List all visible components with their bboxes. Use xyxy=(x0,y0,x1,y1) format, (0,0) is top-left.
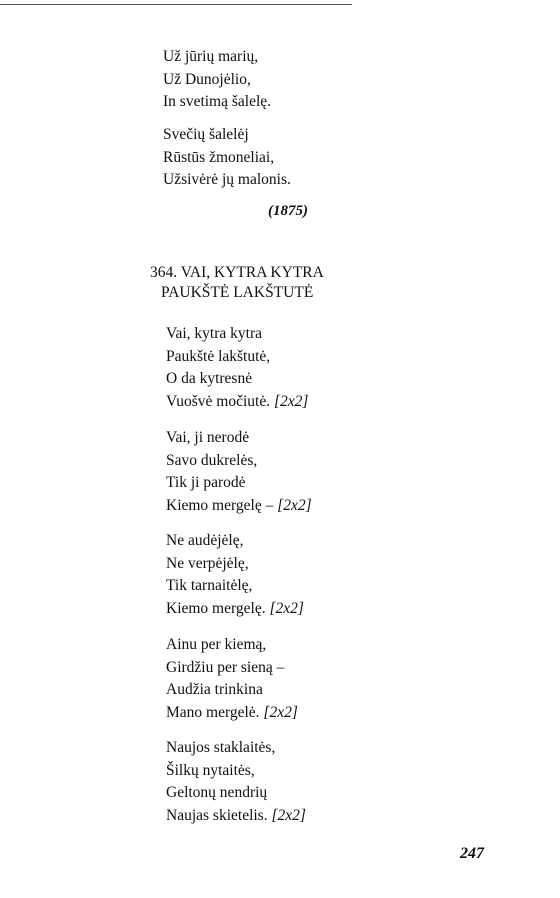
verse-line: Už jūrių marių, xyxy=(163,48,259,65)
repeat-mark: [2x2] xyxy=(273,392,309,410)
verse-text: Girdžiu per sieną – xyxy=(166,658,285,676)
verse-line xyxy=(166,760,306,783)
verse-text: Paukštė lakštutė, xyxy=(166,347,271,365)
verse-text: Naujas skietelis. xyxy=(166,806,268,824)
verse-line xyxy=(166,346,308,369)
stanza-4 xyxy=(166,634,298,724)
verse-text: Ainu per kiemą, xyxy=(166,636,267,653)
verse-text: Geltonų nendrių xyxy=(166,784,268,801)
verse-text: Vai, ji nerodė xyxy=(166,429,250,446)
song-heading xyxy=(150,263,324,303)
repeat-mark: [2x2] xyxy=(277,496,312,514)
stanza-5 xyxy=(166,737,306,827)
verse-text: Vai, kytra kytra xyxy=(166,325,262,342)
verse-text: Vuošvė močiutė. xyxy=(166,392,271,410)
verse-text: Tik ji parodė xyxy=(166,474,246,491)
song-heading-line-2: PAUKŠTĖ LAKŠTUTĖ xyxy=(161,284,314,301)
verse-line xyxy=(166,598,304,621)
top-rule xyxy=(0,4,352,5)
verse-line xyxy=(166,495,312,518)
verse-line xyxy=(166,368,308,391)
verse-line xyxy=(166,323,308,346)
verse-line: In svetimą šalelę. xyxy=(163,93,272,110)
verse-text: Ne audėjėlę, xyxy=(166,532,244,549)
verse-text: Kiemo mergelę – xyxy=(166,496,274,514)
verse-line xyxy=(166,553,304,576)
verse-line xyxy=(166,657,298,680)
verse-line: Svečių šalelėj xyxy=(163,126,249,143)
verse-line xyxy=(166,427,312,450)
verse-line xyxy=(166,782,306,805)
verse-text: Naujos staklaitės, xyxy=(166,739,276,756)
stanza-3 xyxy=(166,530,304,620)
song-year: (1875) xyxy=(268,203,308,219)
verse-line xyxy=(166,450,312,473)
page-number: 247 xyxy=(460,845,484,862)
verse-line xyxy=(166,805,306,828)
stanza-top-1 xyxy=(163,46,271,114)
verse-text: Audžia trinkina xyxy=(166,681,263,698)
repeat-mark: [2x2] xyxy=(269,599,304,617)
repeat-mark: [2x2] xyxy=(263,703,298,721)
verse-line xyxy=(166,472,312,495)
stanza-2 xyxy=(166,427,312,517)
verse-line xyxy=(166,702,298,725)
verse-text: Mano mergelė. xyxy=(166,703,260,721)
verse-line xyxy=(166,679,298,702)
stanza-top-2 xyxy=(163,124,291,192)
verse-line xyxy=(166,634,298,657)
verse-line: Rūstūs žmoneliai, xyxy=(163,148,275,166)
verse-line xyxy=(166,575,304,598)
verse-text: Ne verpėjėlę, xyxy=(166,554,249,572)
verse-text: Savo dukrelės, xyxy=(166,451,258,469)
verse-text: Šilkų nytaitės, xyxy=(166,761,255,779)
verse-line xyxy=(166,530,304,553)
verse-text: Tik tarnaitėlę, xyxy=(166,577,253,594)
verse-line: Užsivėrė jų malonis. xyxy=(163,171,291,188)
verse-line: Už Dunojėlio, xyxy=(163,70,251,88)
verse-text: O da kytresnė xyxy=(166,370,253,387)
song-heading-line-1: 364. VAI, KYTRA KYTRA xyxy=(150,264,324,281)
stanza-1 xyxy=(166,323,308,413)
repeat-mark: [2x2] xyxy=(271,806,306,824)
verse-line xyxy=(166,737,306,760)
verse-text: Kiemo mergelę. xyxy=(166,599,266,617)
verse-line xyxy=(166,391,308,414)
